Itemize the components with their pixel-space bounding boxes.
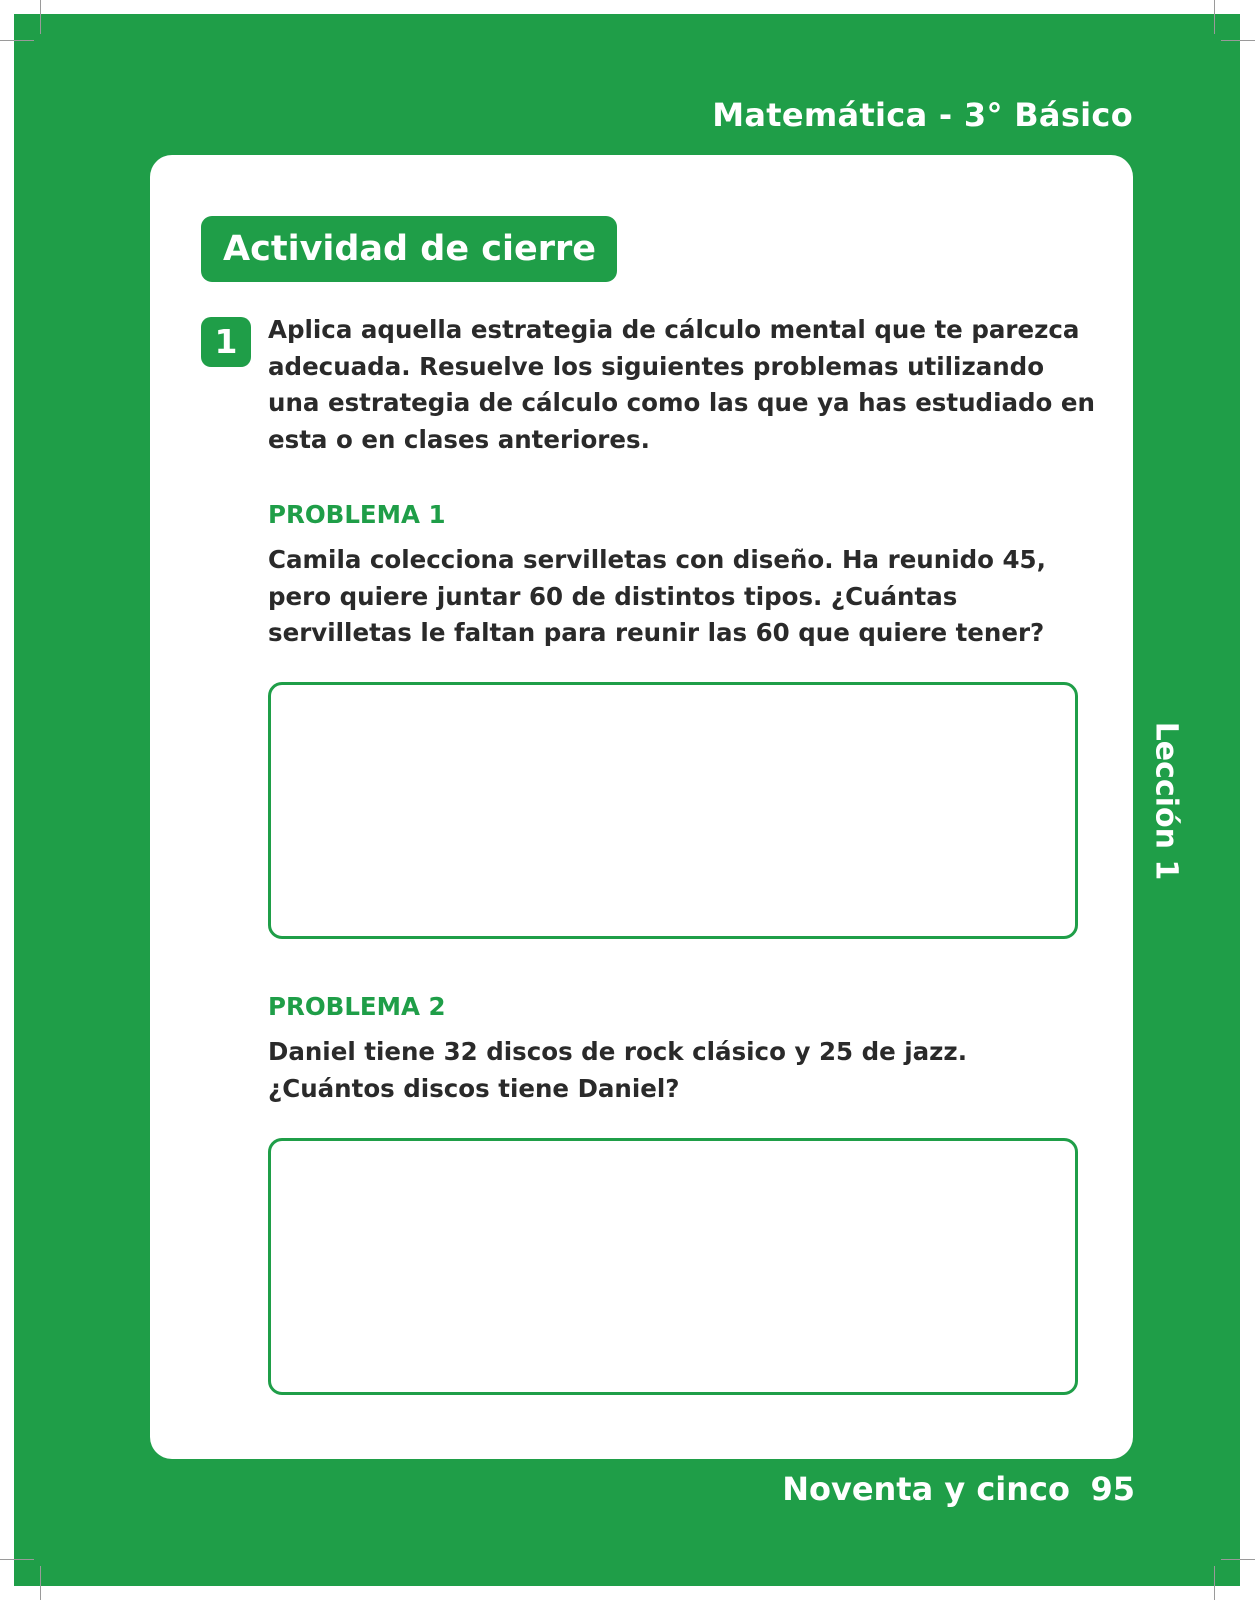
crop-mark-bottom-right-h <box>1221 1559 1255 1560</box>
page-number: 95 <box>1090 1470 1135 1508</box>
crop-mark-top-right-h <box>1221 40 1255 41</box>
crop-mark-top-left-h <box>0 40 34 41</box>
crop-mark-top-right-v <box>1214 0 1215 34</box>
page-number-words: Noventa y cinco <box>782 1470 1070 1508</box>
crop-mark-bottom-left-h <box>0 1559 34 1560</box>
problem-2-text: Daniel tiene 32 discos de rock clásico y 25 de jazz. ¿Cuántos discos tiene Daniel? <box>268 1037 968 1103</box>
lesson-side-tab <box>1140 721 1192 881</box>
activity-title: Actividad de cierre <box>201 216 617 282</box>
problem-2-title: PROBLEMA 2 <box>268 992 446 1021</box>
subject-header: Matemática - 3° Básico <box>712 96 1133 134</box>
problem-1-title: PROBLEMA 1 <box>268 500 446 529</box>
problem-1-text: Camila colecciona servilletas con diseño. Ha reunido 45, pero quiere juntar 60 de distintos tipos. ¿Cuántas servilletas le faltan para reunir las 60 que quiere tener? <box>268 545 1046 647</box>
crop-mark-top-left-v <box>40 0 41 34</box>
problem-2-answer-box[interactable] <box>268 1138 1078 1395</box>
crop-mark-bottom-left-v <box>40 1566 41 1600</box>
problem-1-answer-box[interactable] <box>268 682 1078 939</box>
lesson-side-label: Lección 1 <box>1148 721 1184 881</box>
question-number-badge: 1 <box>201 317 251 367</box>
crop-mark-bottom-right-v <box>1214 1566 1215 1600</box>
activity-instruction: Aplica aquella estrategia de cálculo mental que te parezca adecuada. Resuelve los siguientes problemas utilizando una estrategia de cálculo como las que ya has estudiado en esta o en clases anteriores. <box>268 315 1095 454</box>
